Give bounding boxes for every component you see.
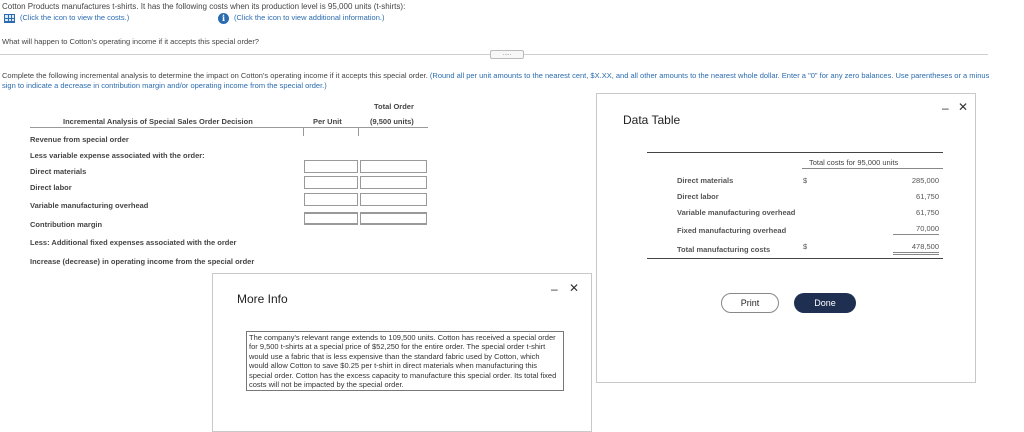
total-rule — [893, 252, 939, 253]
more-info-dialog — [212, 273, 592, 432]
close-icon[interactable]: ✕ — [958, 100, 969, 114]
row-operating-income-change: Increase (decrease) in operating income from the special order — [30, 257, 255, 266]
dt-total-label: Total manufacturing costs — [677, 245, 771, 254]
vmoh-per-unit-input[interactable] — [304, 193, 358, 206]
header-underline — [802, 168, 943, 169]
expand-button[interactable]: ..... — [490, 50, 524, 59]
row-contribution-margin: Contribution margin — [30, 220, 103, 229]
dt-row-value: 70,000 — [916, 224, 939, 233]
dt-row-value: 285,000 — [911, 176, 939, 185]
done-button[interactable]: Done — [794, 293, 856, 313]
instructions — [2, 71, 992, 91]
instructions-note: (Round all per unit amounts to the nearest cent, $X.XX, and all other amounts to the nearest whole dollar. Enter a "0" for any zero balances. Use parentheses or a minus sign to indicate a decrease in contribution margin and/or operating income from the special order.) — [2, 71, 990, 90]
col-header-total-line2: (9,500 units) — [370, 117, 414, 126]
header-rule — [30, 127, 428, 128]
table-top-rule — [647, 152, 943, 153]
col-separator — [358, 127, 359, 136]
row-additional-fixed: Less: Additional fixed expenses associated with the order — [30, 238, 237, 247]
data-table-dialog — [596, 93, 976, 383]
dt-row-value: 61,750 — [916, 192, 939, 201]
cm-total-input[interactable] — [360, 212, 427, 225]
col-separator — [303, 127, 304, 136]
dl-per-unit-input[interactable] — [304, 176, 358, 189]
data-table-header: Total costs for 95,000 units — [809, 158, 899, 167]
total-double-rule — [893, 254, 939, 255]
dt-row-label: Fixed manufacturing overhead — [677, 226, 787, 235]
close-icon[interactable]: ✕ — [569, 281, 580, 295]
dm-per-unit-input[interactable] — [304, 160, 358, 173]
col-header-per-unit: Per Unit — [313, 117, 342, 126]
dt-row-label: Direct materials — [677, 176, 734, 185]
row-variable-overhead: Variable manufacturing overhead — [30, 201, 149, 210]
data-table-icon[interactable] — [4, 14, 15, 23]
dt-row-label: Variable manufacturing overhead — [677, 208, 796, 217]
minimize-icon[interactable]: – — [551, 282, 558, 296]
table-bottom-rule — [647, 258, 943, 259]
instructions-main: Complete the following incremental analysis to determine the impact on Cotton's operating income if it accepts this special order. — [2, 71, 428, 80]
dm-total-input[interactable] — [360, 160, 427, 173]
more-info-title: More Info — [237, 292, 288, 306]
dt-row-value: 61,750 — [916, 208, 939, 217]
row-direct-materials: Direct materials — [30, 167, 87, 176]
info-hint[interactable]: (Click the icon to view additional information.) — [234, 13, 385, 22]
cm-per-unit-input[interactable] — [304, 212, 358, 225]
question-text: What will happen to Cotton's operating income if it accepts this special order? — [2, 37, 259, 46]
dt-currency: $ — [803, 176, 808, 185]
row-revenue: Revenue from special order — [30, 135, 129, 144]
row-direct-labor: Direct labor — [30, 183, 72, 192]
dt-row-label: Direct labor — [677, 192, 719, 201]
dt-total-currency: $ — [803, 242, 808, 251]
data-table-title: Data Table — [623, 113, 681, 127]
icon-links-row — [4, 13, 604, 25]
problem-intro: Cotton Products manufactures t-shirts. It has the following costs when its production level is 95,000 units (t-shirts): — [2, 2, 406, 11]
costs-hint[interactable]: (Click the icon to view the costs.) — [20, 13, 130, 22]
dl-total-input[interactable] — [360, 176, 427, 189]
vmoh-total-input[interactable] — [360, 193, 427, 206]
subtotal-rule — [893, 234, 939, 235]
print-button[interactable]: Print — [721, 293, 779, 313]
analysis-title: Incremental Analysis of Special Sales Order Decision — [63, 117, 253, 126]
col-header-total-line1: Total Order — [374, 102, 414, 111]
row-less-variable: Less variable expense associated with the order: — [30, 151, 205, 160]
info-icon[interactable]: i — [218, 13, 229, 24]
minimize-icon[interactable]: – — [942, 101, 949, 115]
more-info-text: The company's relevant range extends to 109,500 units. Cotton has received a special order for 9,500 t-shirts at a special price of $52,250 for the entire order. The special order t-shirt would use a fabric that is less expensive than the standard fabric used by Cotton, which would allow Cotton to save $0.25 per t-shirt in direct materials when manufacturing this special order. Cotton has the excess capacity to manufacture this special order. Its total fixed costs will not be impacted by the special order. — [246, 331, 564, 391]
dt-total-value: 478,500 — [911, 242, 939, 251]
